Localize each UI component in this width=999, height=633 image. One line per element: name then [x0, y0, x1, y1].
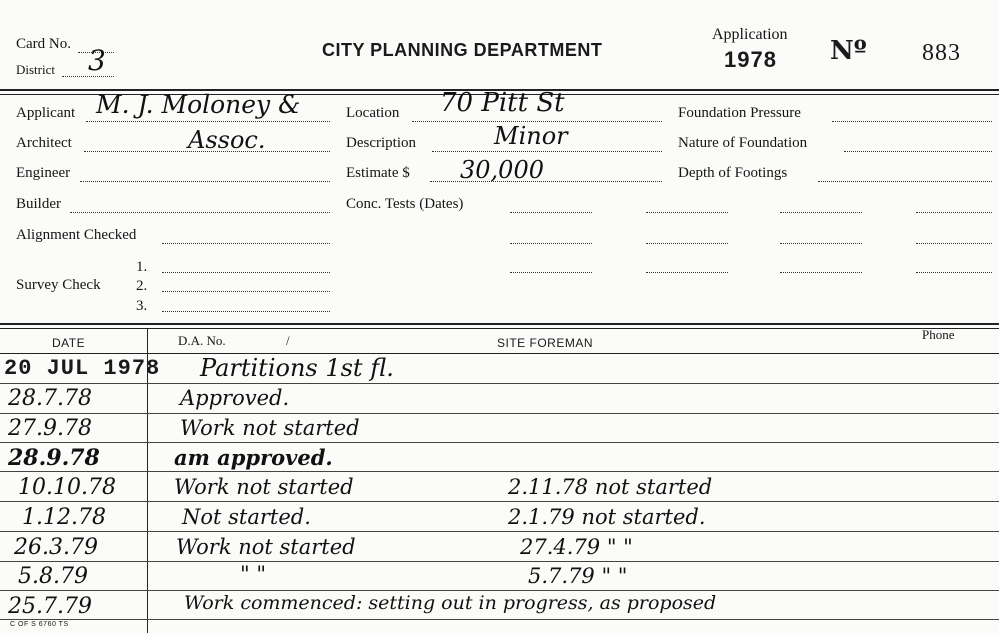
conc-line-2a	[510, 243, 592, 244]
table-row-text: Not started.	[182, 505, 311, 529]
description-value: Minor	[494, 122, 568, 150]
row-rule	[0, 501, 999, 502]
table-row-text: Approved.	[180, 386, 290, 410]
table-row-extra: 2.11.78 not started	[508, 475, 713, 499]
table-row-extra: 27.4.79 " "	[520, 535, 633, 559]
table-row-text: " "	[240, 562, 266, 586]
conc-line-3b	[646, 272, 728, 273]
table-row-extra: 5.7.79 " "	[528, 564, 628, 588]
builder-label: Builder	[16, 196, 61, 212]
row-rule	[0, 442, 999, 443]
col-foreman-header: SITE FOREMAN	[497, 336, 594, 350]
conc-line-1c	[780, 212, 862, 213]
conc-line-1a	[510, 212, 592, 213]
survey-label: Survey Check	[16, 277, 101, 293]
foundation-pressure-line	[832, 121, 992, 122]
location-value: 70 Pitt St	[440, 88, 565, 118]
table-row-extra: 2.1.79 not started.	[508, 505, 706, 529]
depth-of-footings-label: Depth of Footings	[678, 165, 788, 181]
row-rule	[0, 561, 999, 562]
page-title: CITY PLANNING DEPARTMENT	[322, 40, 603, 60]
table-row-text: Work not started	[180, 416, 360, 440]
table-row-date: 25.7.79	[8, 594, 92, 619]
applicant-label: Applicant	[16, 105, 76, 121]
table-row-text: Work commenced: setting out in progress, as proposed	[184, 592, 717, 614]
conc-line-3c	[780, 272, 862, 273]
builder-line	[70, 212, 330, 213]
conc-line-2d	[916, 243, 992, 244]
col-da-mark: /	[286, 333, 290, 348]
engineer-line	[80, 181, 330, 182]
application-number: 883	[922, 40, 961, 66]
table-row-date: 28.7.78	[8, 386, 92, 411]
description-label: Description	[346, 135, 416, 151]
alignment-label: Alignment Checked	[16, 227, 137, 243]
conc-tests-label: Conc. Tests (Dates)	[346, 196, 464, 212]
depth-of-footings-line	[818, 181, 992, 182]
survey-1-line	[162, 272, 330, 273]
conc-line-3a	[510, 272, 592, 273]
nature-of-foundation-label: Nature of Foundation	[678, 135, 808, 151]
survey-2-label: 2.	[136, 278, 148, 294]
nature-of-foundation-line	[844, 151, 992, 152]
col-da-header: D.A. No.	[178, 333, 226, 348]
card-no-label: Card No.	[16, 36, 71, 52]
survey-3-line	[162, 311, 330, 312]
row-rule	[0, 531, 999, 532]
estimate-value: 30,000	[460, 156, 544, 184]
table-row-date: 27.9.78	[8, 416, 92, 441]
architect-label: Architect	[16, 135, 72, 151]
applicant-line	[86, 121, 330, 122]
architect-value: Assoc.	[188, 126, 266, 154]
table-header-rule	[0, 353, 999, 354]
table-row-text: Partitions 1st fl.	[200, 354, 394, 382]
col-date-header: DATE	[52, 336, 86, 350]
application-label: Application	[712, 26, 788, 43]
number-mark: Nº	[830, 36, 867, 66]
foundation-pressure-label: Foundation Pressure	[678, 105, 801, 121]
survey-3-label: 3.	[136, 298, 148, 314]
row-rule	[0, 471, 999, 472]
table-row-date: 20 JUL 1978	[4, 356, 161, 381]
conc-line-3d	[916, 272, 992, 273]
row-rule	[0, 383, 999, 384]
survey-1-label: 1.	[136, 259, 148, 275]
conc-line-2c	[780, 243, 862, 244]
district-value: 3	[88, 44, 106, 77]
alignment-line	[162, 243, 330, 244]
print-code: C OF S 6760 TS	[10, 621, 69, 628]
table-row-date: 26.3.79	[14, 535, 98, 560]
survey-2-line	[162, 291, 330, 292]
table-top-rule	[0, 323, 999, 325]
table-row-text: Work not started	[176, 535, 356, 559]
conc-line-1d	[916, 212, 992, 213]
row-rule	[0, 590, 999, 591]
table-top-rule-thin	[0, 328, 999, 329]
conc-line-2b	[646, 243, 728, 244]
table-row-text: Work not started	[174, 475, 354, 499]
table-row-date: 28.9.78	[8, 445, 100, 471]
description-line	[432, 151, 662, 152]
location-label: Location	[346, 105, 400, 121]
application-year: 1978	[724, 47, 777, 72]
row-rule	[0, 619, 999, 620]
table-row-date: 10.10.78	[18, 475, 116, 500]
col-phone-header: Phone	[922, 327, 955, 342]
engineer-label: Engineer	[16, 165, 71, 181]
table-row-date: 5.8.79	[18, 564, 88, 589]
estimate-label: Estimate $	[346, 165, 410, 181]
conc-line-1b	[646, 212, 728, 213]
applicant-value: M. J. Moloney &	[96, 90, 301, 119]
district-label: District	[16, 62, 55, 77]
table-row-text: am approved.	[174, 445, 333, 470]
row-rule	[0, 413, 999, 414]
table-row-date: 1.12.78	[22, 505, 106, 530]
